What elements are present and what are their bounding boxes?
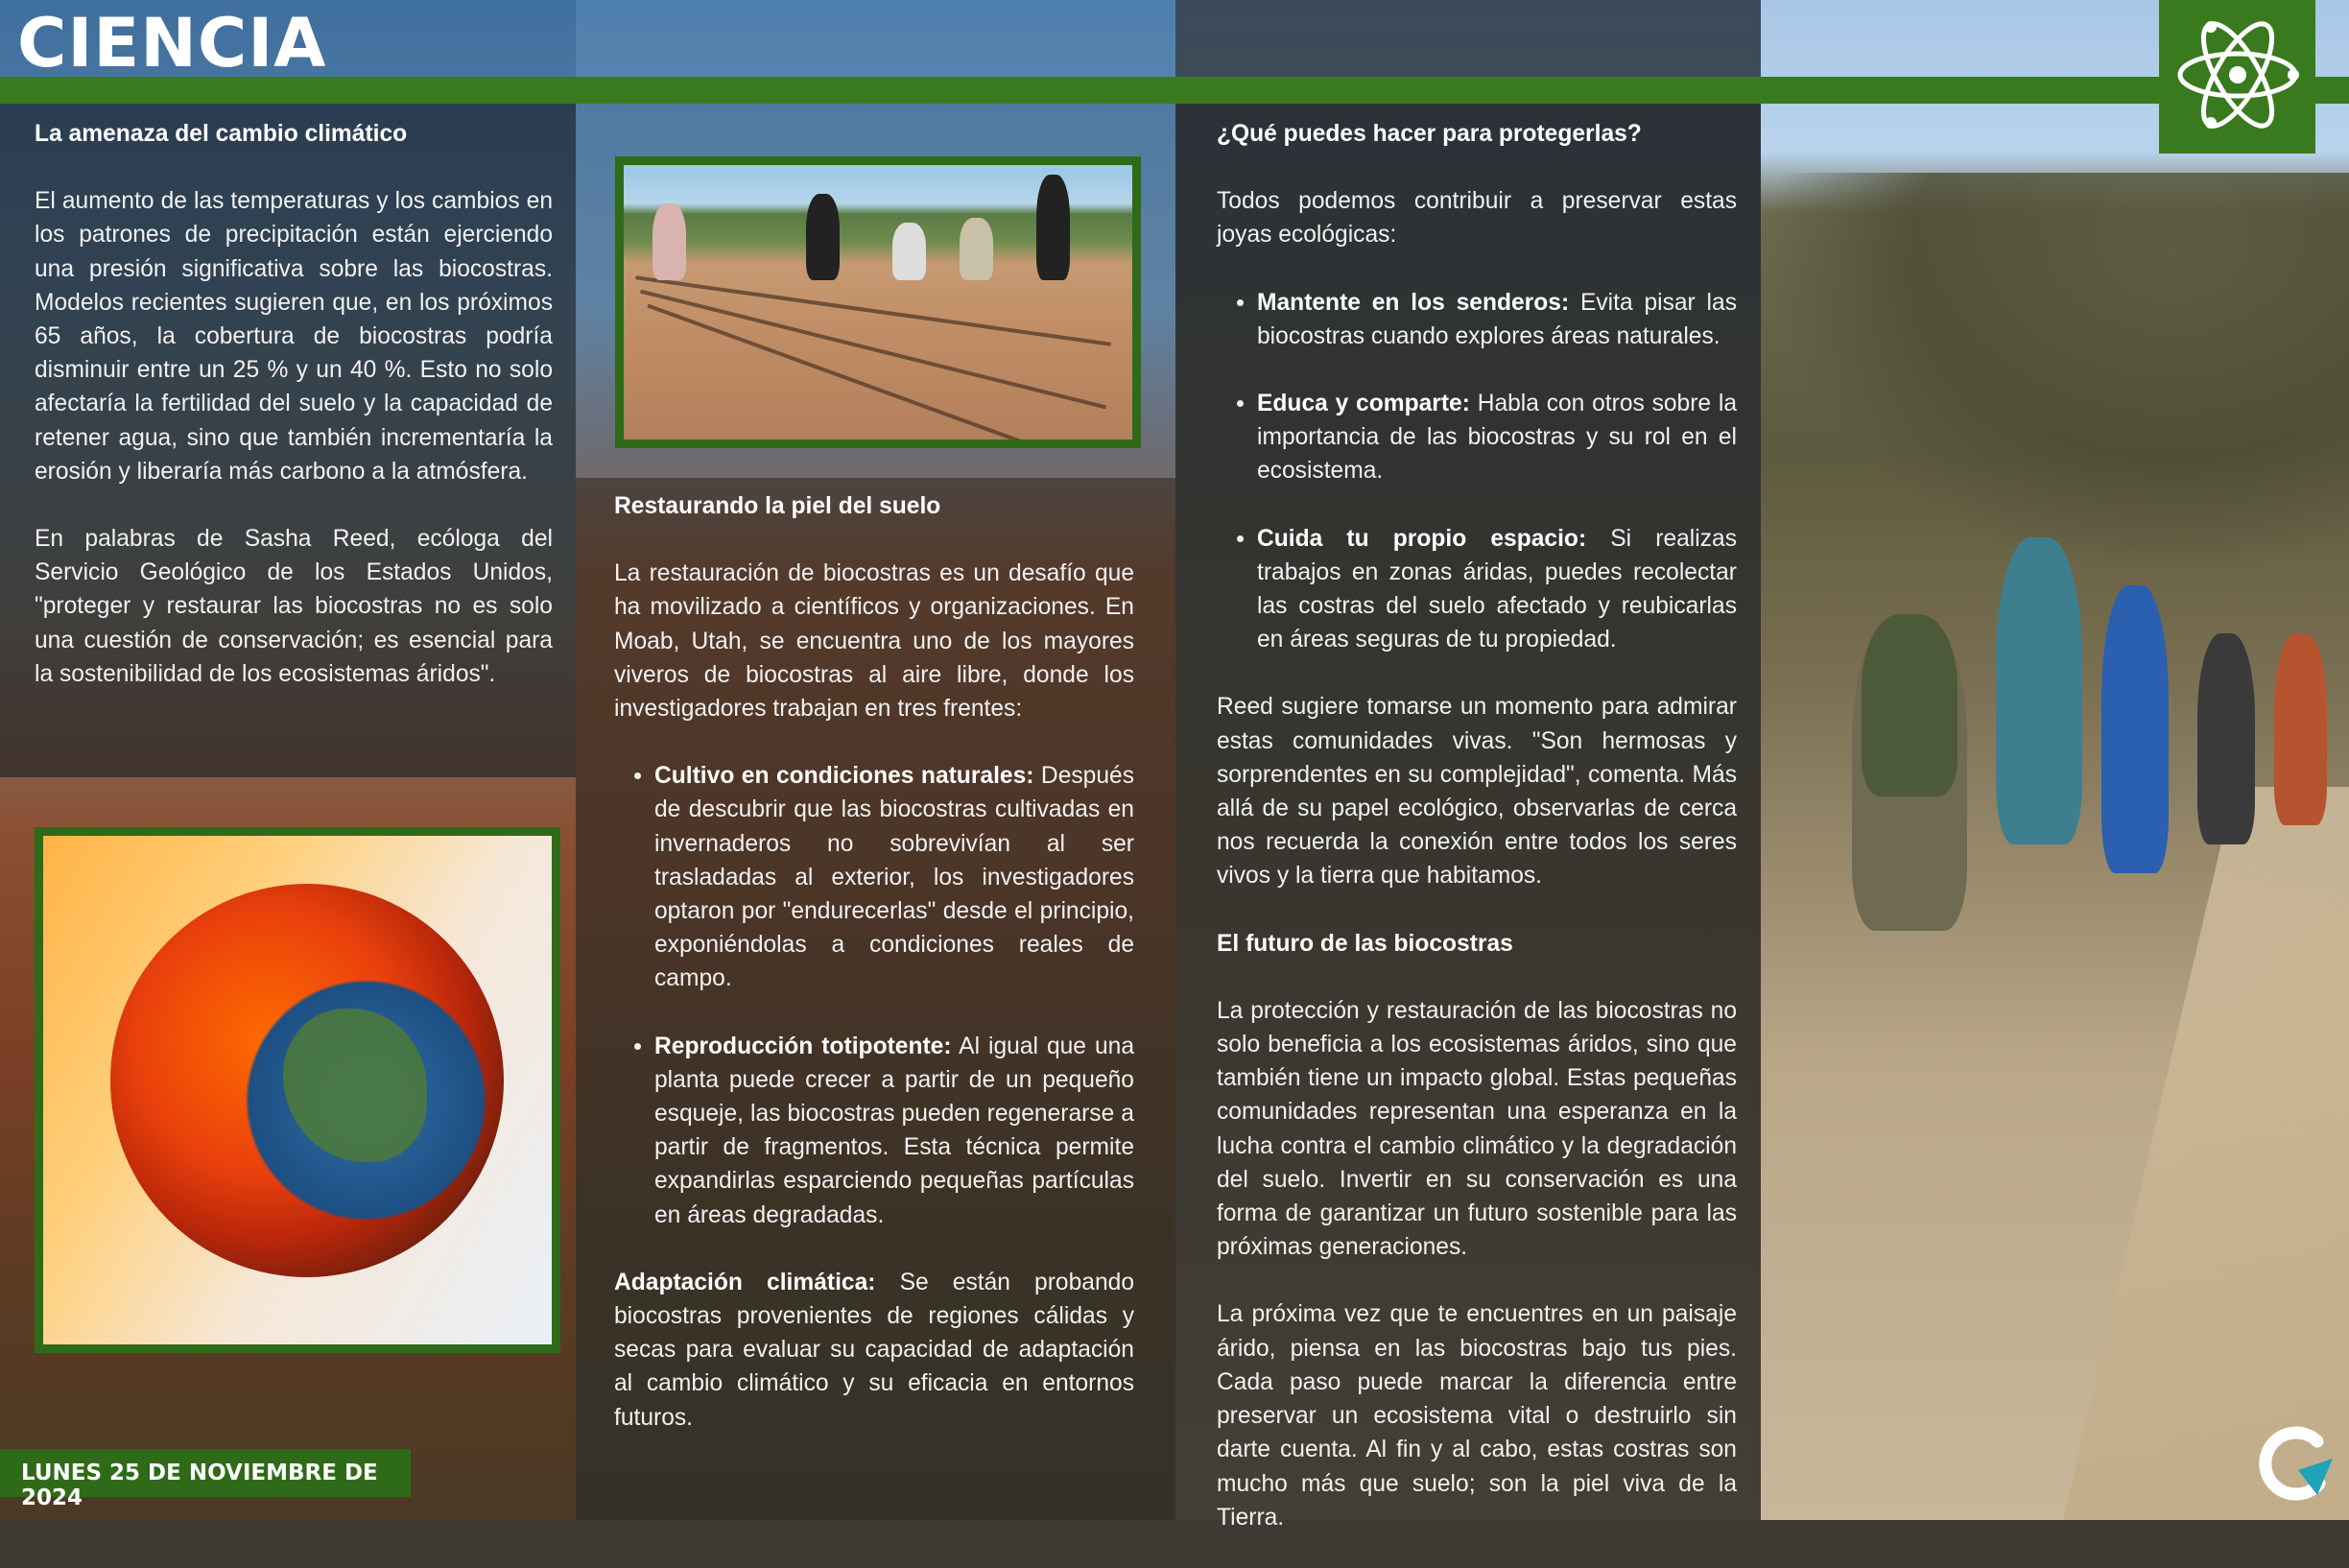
furrow-line — [635, 275, 1111, 346]
person-figure — [1036, 175, 1070, 280]
list-item — [654, 759, 1134, 995]
list-item — [1257, 286, 1737, 353]
paragraph-title: Adaptación climática: — [614, 1269, 876, 1295]
list-item-text: Al igual que una planta puede crecer a partir de un pequeño esqueje, las biocostras pueden regenerarse a partir de fragmentos. Esta técnica permite expandirlas esparciendo pequeñas partículas en áreas degradadas. — [654, 1033, 1134, 1228]
section-heading: El futuro de las biocostras — [1217, 930, 1513, 957]
furrow-line — [647, 304, 1099, 448]
section-logo — [2159, 0, 2315, 154]
paragraph: Reed sugiere tomarse un momento para admirar estas comunidades vivas. "Son hermosas y sorprendentes en su complejidad", comenta. Más allá de su papel ecológico, observarlas de cerca nos recuerda la conexión entre todos los seres vivos y la tierra que habitamos. — [1217, 694, 1737, 890]
person-figure — [806, 194, 840, 280]
paragraph: En palabras de Sasha Reed, ecóloga del Servicio Geológico de los Estados Unidos, "proteger y restaurar las biocostras no es solo una cuestión de conservación; es esencial para la sostenibilidad de los ecosistemas áridos". — [35, 526, 553, 687]
publisher-logo-icon — [2250, 1420, 2337, 1507]
backpack-shape — [1862, 614, 1958, 796]
person-figure — [652, 203, 686, 280]
paragraph: La restauración de biocostras es un desafío que ha movilizado a científicos y organizaciones. En Moab, Utah, se encuentra uno de los mayores viveros de biocostras al aire libre, donde los investigadores trabajan en tres frentes: — [614, 560, 1134, 723]
header-bar — [0, 77, 2349, 104]
nursery-photo — [615, 156, 1141, 448]
section-heading: La amenaza del cambio climático — [35, 121, 408, 147]
paragraph-text: Se están probando biocostras provenientes de regiones cálidas y secas para evaluar su capacidad de adaptación al cambio climático y su eficacia en entornos futuros. — [614, 1269, 1134, 1431]
list-item-text: Habla con otros sobre la importancia de las biocostras y su rol en el ecosistema. — [1257, 391, 1738, 485]
bullet-list — [614, 759, 1134, 1232]
list-item-text: Si realizas trabajos en zonas áridas, puedes recolectar las costras del suelo afectado y reubicarlas en áreas seguras de tu propiedad. — [1257, 525, 1737, 653]
hiker-figure — [1996, 537, 2082, 844]
paragraph — [614, 1266, 1134, 1435]
section-heading: ¿Qué puedes hacer para protegerlas? — [1217, 121, 1642, 147]
column-2 — [614, 489, 1134, 1468]
paragraph: La próxima vez que te encuentres en un paisaje árido, piensa en las biocostras bajo tus pies. Cada paso puede marcar la diferencia entre preservar un ecosistema vital o destruirlo sin darte cuenta. Al fin y al cabo, estas costras son mucho más que suelo; son la piel viva de la Tierra. — [1217, 1301, 1737, 1531]
list-item-title: Educa y comparte: — [1257, 391, 1470, 417]
list-item — [654, 1030, 1134, 1232]
hiker-figure — [2274, 633, 2327, 825]
list-item-text: Evita pisar las biocostras cuando explores áreas naturales. — [1257, 289, 1737, 349]
list-item — [1257, 387, 1737, 488]
column-1 — [35, 117, 553, 725]
list-item-text: Después de descubrir que las biocostras cultivadas en invernaderos no sobrevivían al ser trasladadas al exterior, los investigadores optaron por "endurecerlas" desde el principio, exponiéndolas a condiciones reales de campo. — [654, 763, 1134, 992]
burning-earth-photo — [35, 827, 560, 1353]
section-title: CIENCIA — [17, 4, 327, 83]
person-figure — [892, 223, 926, 280]
bullet-list — [1217, 286, 1737, 657]
column-3 — [1217, 117, 1737, 1568]
mountain-shape — [1761, 173, 2349, 576]
list-item-title: Reproducción totipotente: — [654, 1033, 952, 1059]
paragraph: La protección y restauración de las biocostras no solo beneficia a los ecosistemas áridos, sino que también tiene un impacto global. Estas pequeñas comunidades representan una esperanza en la lucha contra el cambio climático y la degradación del suelo. Invertir en su conservación es una forma de garantizar un futuro sostenible para las próximas generaciones. — [1217, 997, 1737, 1261]
hiker-figure — [2101, 585, 2169, 873]
paragraph: Todos podemos contribuir a preservar estas joyas ecológicas: — [1217, 188, 1737, 249]
person-figure — [960, 218, 993, 280]
list-item-title: Mantente en los senderos: — [1257, 289, 1570, 316]
list-item-title: Cuida tu propio espacio: — [1257, 525, 1587, 552]
section-heading: Restaurando la piel del suelo — [614, 493, 941, 519]
issue-date: LUNES 25 DE NOVIEMBRE DE 2024 — [21, 1461, 378, 1510]
date-bar — [0, 1449, 411, 1510]
list-item — [1257, 522, 1737, 657]
paragraph: El aumento de las temperaturas y los cambios en los patrones de precipitación están ejerciendo una presión significativa sobre las biocostras. Modelos recientes sugieren que, en los próximos 65 años, la cobertura de biocostras podría disminuir entre un 25 % y un 40 %. Esto no solo afectaría la fertilidad del suelo y la capacidad de retener agua, sino que también incrementaría la erosión y liberaría más carbono a la atmósfera. — [35, 188, 553, 485]
hiker-figure — [2197, 633, 2255, 844]
furrow-line — [640, 290, 1106, 410]
list-item-title: Cultivo en condiciones naturales: — [654, 763, 1034, 790]
atom-icon — [2171, 8, 2305, 142]
